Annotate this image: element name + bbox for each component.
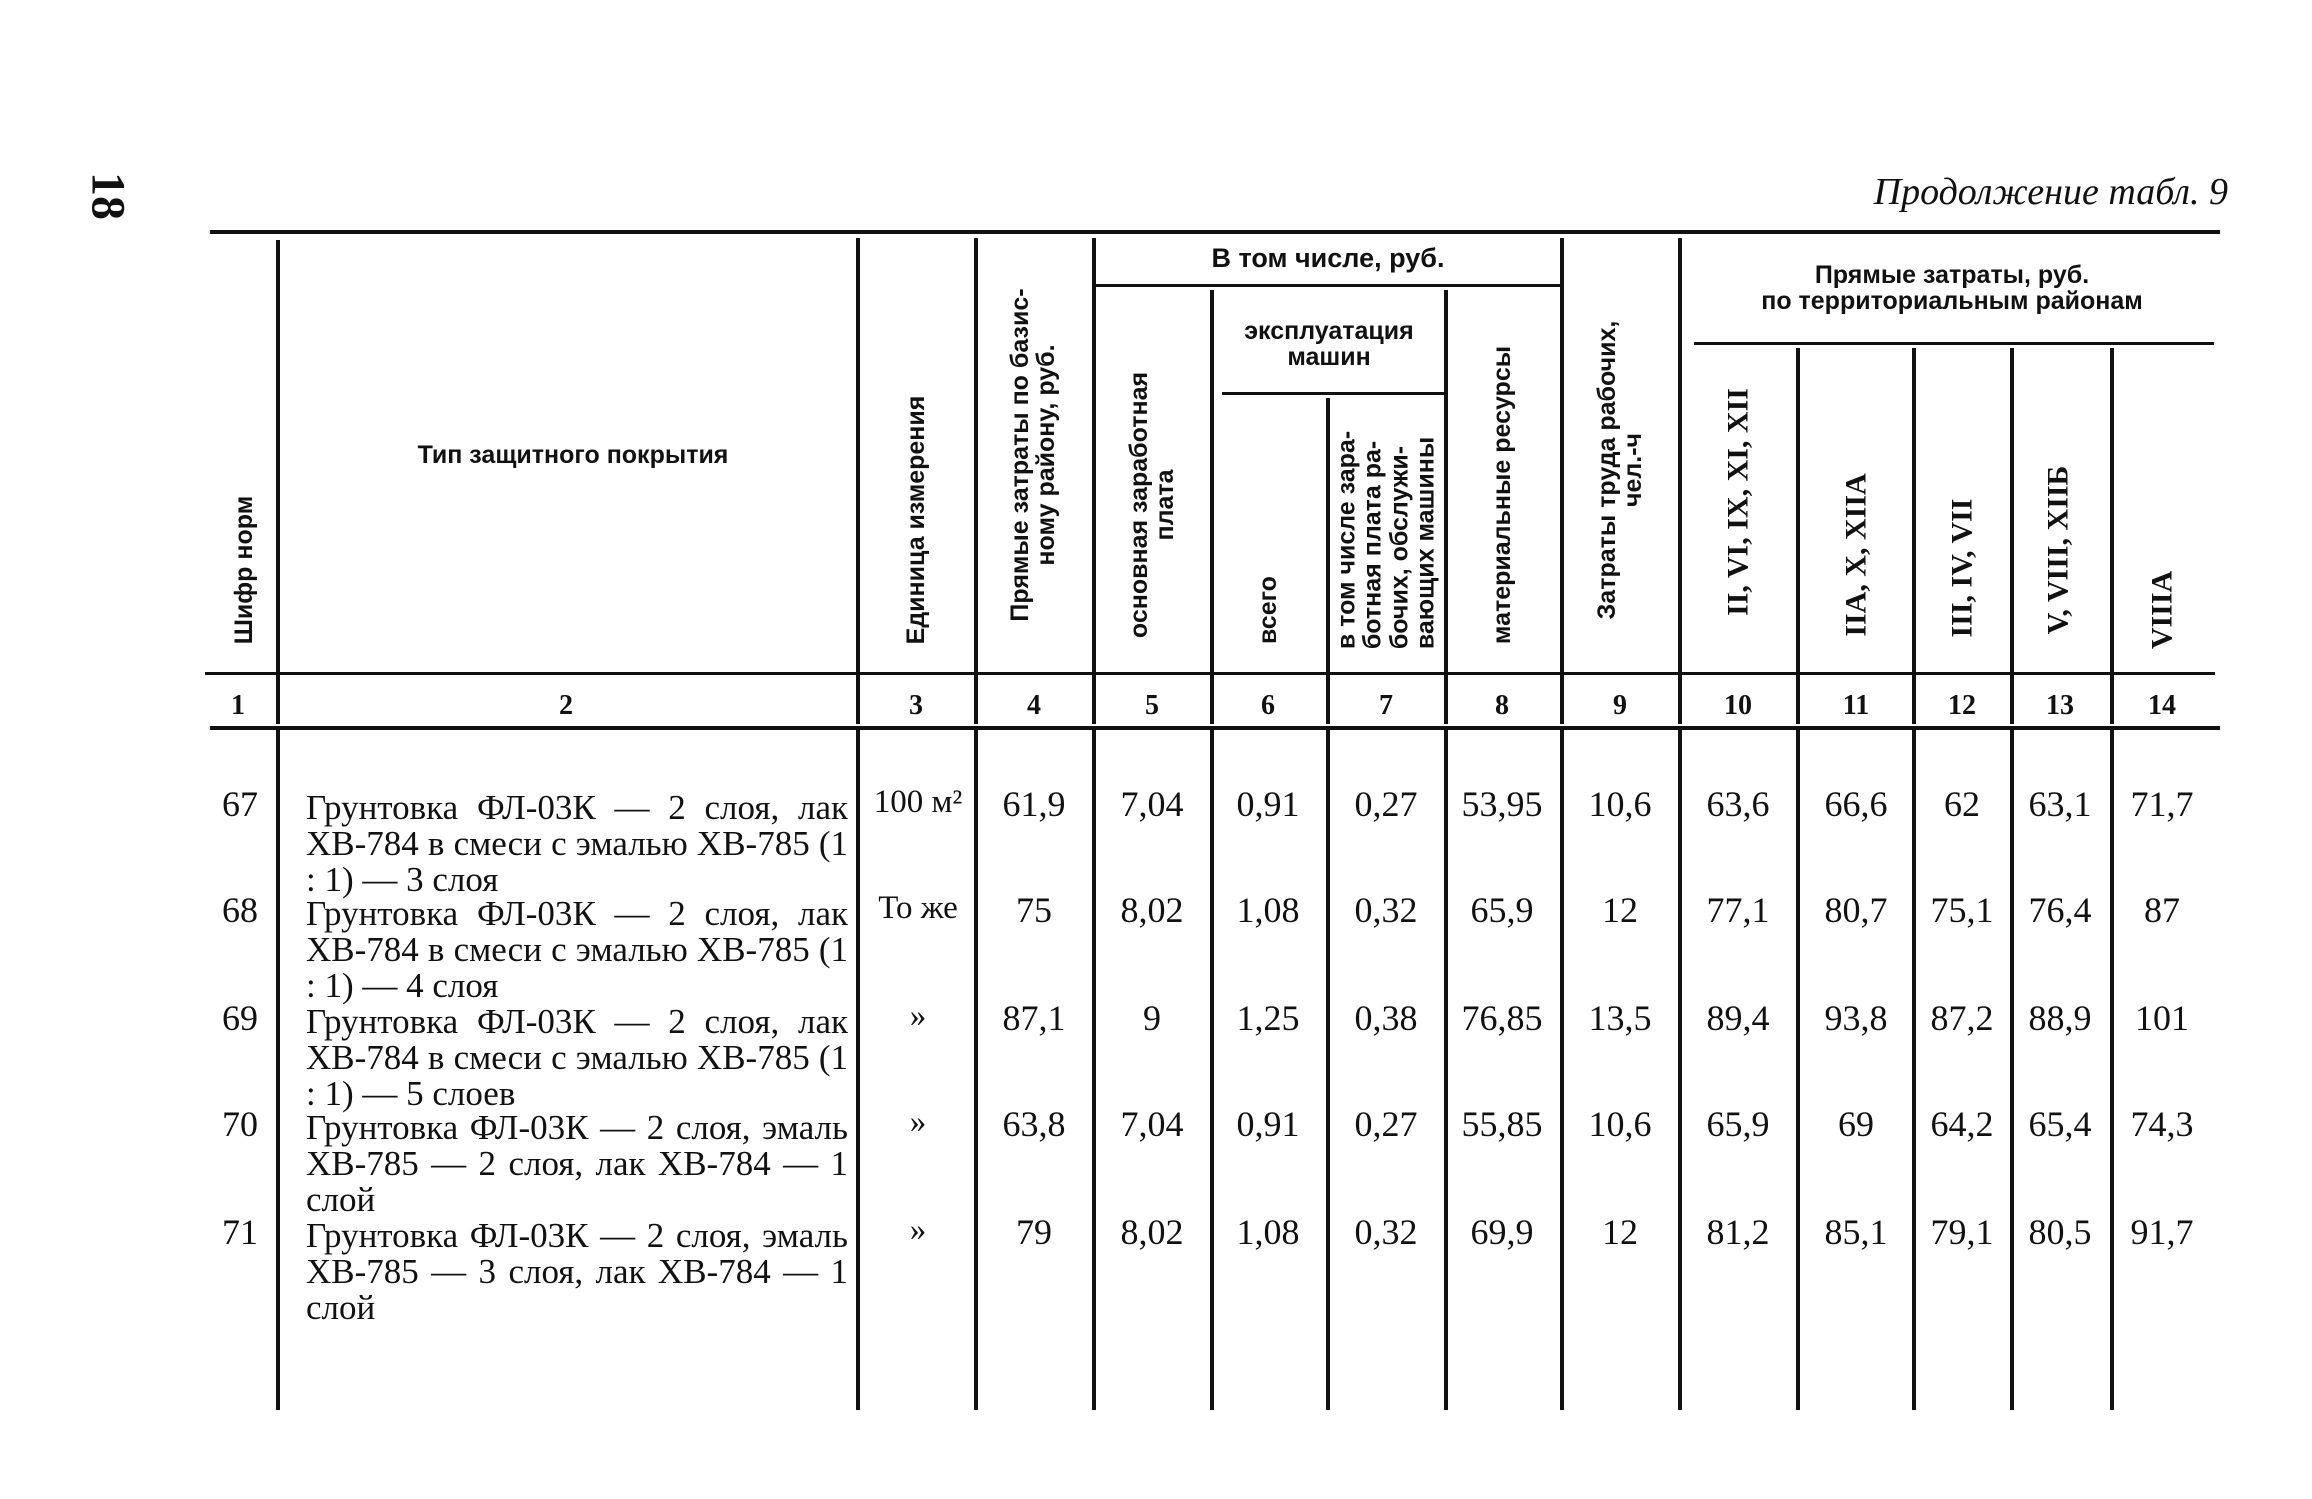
column-number: 1 (231, 690, 245, 721)
labor-cell: 12 (1602, 1212, 1638, 1252)
machines-total-cell: 0,91 (1236, 784, 1300, 824)
region-13-cell: 65,4 (2028, 1104, 2092, 1144)
region-12-cell: 79,1 (1930, 1212, 1994, 1252)
region-11-cell: 69 (1838, 1104, 1874, 1144)
column-number: 4 (1027, 690, 1041, 721)
unit-cell: » (909, 1104, 927, 1140)
body-vline (856, 730, 860, 1410)
group-rule-in-total (1096, 284, 1560, 287)
region-12-cell: 87,2 (1930, 998, 1994, 1038)
machine-salary-cell: 0,38 (1354, 998, 1418, 1038)
header-region-14: VIIIA (2145, 570, 2179, 650)
column-number: 6 (1261, 690, 1275, 721)
coating-type-cell: Грунтовка ФЛ-03К — 2 слоя, лак ХВ-784 в смеси с эмалью ХВ-785 (1 : 1) — 5 слоев (306, 1002, 848, 1113)
norm-code-cell: 67 (222, 784, 258, 824)
labor-cell: 12 (1602, 890, 1638, 930)
machine-salary-cell: 0,32 (1354, 890, 1418, 930)
header-machines-total: всего (1253, 576, 1282, 644)
direct-cost-cell: 87,1 (1002, 998, 1066, 1038)
region-11-cell: 85,1 (1824, 1212, 1888, 1252)
labor-cell: 10,6 (1588, 1104, 1652, 1144)
body-vline (276, 730, 280, 1410)
region-10-cell: 81,2 (1706, 1212, 1770, 1252)
column-number: 2 (559, 690, 573, 721)
region-13-cell: 80,5 (2028, 1212, 2092, 1252)
machine-salary-cell: 0,27 (1354, 1104, 1418, 1144)
base-salary-cell: 7,04 (1120, 1104, 1184, 1144)
header-machines-group: эксплуатация машин (1244, 317, 1414, 372)
region-10-cell: 63,6 (1706, 784, 1770, 824)
header-vline (1092, 238, 1096, 724)
machine-salary-cell: 0,32 (1354, 1212, 1418, 1252)
machine-salary-cell: 0,27 (1354, 784, 1418, 824)
body-vline (1092, 730, 1096, 1410)
header-base-salary: основная заработная плата (1124, 371, 1179, 639)
direct-cost-cell: 79 (1016, 1212, 1052, 1252)
header-regions-group: Прямые затраты, руб. по территориальным районам (1761, 261, 2143, 316)
group-rule-regions (1694, 342, 2214, 345)
body-vline (1326, 730, 1330, 1410)
norm-code-cell: 70 (222, 1104, 258, 1144)
column-number: 3 (909, 690, 923, 721)
labor-cell: 10,6 (1588, 784, 1652, 824)
header-vline (2110, 348, 2114, 724)
unit-cell: 100 м² (873, 784, 963, 820)
header-machine-operator-salary: в том числе зара- ботная плата ра- бочих, обслужи- вающих машины (1332, 430, 1440, 650)
header-direct-costs-base: Прямые затраты по базис- ному району, руб. (1005, 288, 1060, 622)
machines-total-cell: 0,91 (1236, 1104, 1300, 1144)
header-region-12: III, IV, VII (1945, 498, 1979, 638)
body-vline (1560, 730, 1564, 1410)
materials-cell: 53,95 (1461, 784, 1543, 824)
header-labor-costs: Затраты труда рабочих, чел.-ч (1592, 320, 1647, 620)
materials-cell: 55,85 (1461, 1104, 1543, 1144)
unit-cell: » (909, 1212, 927, 1248)
materials-cell: 76,85 (1461, 998, 1543, 1038)
body-vline (2110, 730, 2114, 1410)
unit-cell: » (909, 998, 927, 1034)
direct-cost-cell: 63,8 (1002, 1104, 1066, 1144)
header-unit: Единица измерения (901, 395, 930, 645)
body-vline (1678, 730, 1682, 1410)
header-vline (974, 238, 978, 724)
header-vline (1912, 348, 1916, 724)
machines-total-cell: 1,08 (1236, 890, 1300, 930)
region-10-cell: 89,4 (1706, 998, 1770, 1038)
region-13-cell: 63,1 (2028, 784, 2092, 824)
header-vline (1796, 348, 1800, 724)
header-region-10: II, VI, IX, XI, XII (1721, 388, 1755, 616)
materials-cell: 65,9 (1470, 890, 1534, 930)
header-region-11: IIA, X, XIIA (1839, 473, 1873, 637)
page-number: 18 (81, 172, 135, 220)
header-vline (1444, 290, 1448, 724)
header-material-resources: материальные ресурсы (1487, 345, 1516, 645)
table-caption: Продолжение табл. 9 (1873, 171, 2228, 213)
region-12-cell: 64,2 (1930, 1104, 1994, 1144)
direct-cost-cell: 61,9 (1002, 784, 1066, 824)
column-number: 7 (1379, 690, 1393, 721)
region-13-cell: 88,9 (2028, 998, 2092, 1038)
machines-total-cell: 1,25 (1236, 998, 1300, 1038)
coating-type-cell: Грунтовка ФЛ-03К — 2 слоя, эмаль ХВ-785 — 3 слоя, лак ХВ-784 — 1 слой (306, 1216, 848, 1327)
header-vline (2010, 348, 2014, 724)
top-rule (210, 230, 2220, 234)
body-vline (1796, 730, 1800, 1410)
unit-cell: То же (878, 890, 958, 926)
direct-cost-cell: 75 (1016, 890, 1052, 930)
group-rule-machines (1222, 392, 1444, 395)
header-vline (1560, 238, 1564, 724)
header-vline (856, 238, 860, 724)
column-number: 8 (1495, 690, 1509, 721)
header-region-13: V, VIII, XIIБ (2041, 465, 2075, 635)
header-in-total-group: В том числе, руб. (1211, 243, 1445, 273)
column-numbers-rule (210, 726, 2220, 730)
norm-code-cell: 69 (222, 998, 258, 1038)
header-coating-type: Тип защитного покрытия (417, 441, 729, 469)
body-vline (1912, 730, 1916, 1410)
column-number: 9 (1613, 690, 1627, 721)
labor-cell: 13,5 (1588, 998, 1652, 1038)
region-14-cell: 74,3 (2130, 1104, 2194, 1144)
region-13-cell: 76,4 (2028, 890, 2092, 930)
base-salary-cell: 8,02 (1120, 1212, 1184, 1252)
base-salary-cell: 7,04 (1120, 784, 1184, 824)
region-14-cell: 91,7 (2130, 1212, 2194, 1252)
header-vline (1326, 398, 1330, 724)
region-11-cell: 80,7 (1824, 890, 1888, 930)
column-number: 13 (2046, 690, 2074, 721)
machines-total-cell: 1,08 (1236, 1212, 1300, 1252)
region-10-cell: 65,9 (1706, 1104, 1770, 1144)
norm-code-cell: 68 (222, 890, 258, 930)
region-10-cell: 77,1 (1706, 890, 1770, 930)
column-number: 12 (1948, 690, 1976, 721)
coating-type-cell: Грунтовка ФЛ-03К — 2 слоя, лак ХВ-784 в смеси с эмалью ХВ-785 (1 : 1) — 4 слоя (306, 894, 848, 1005)
body-vline (974, 730, 978, 1410)
base-salary-cell: 8,02 (1120, 890, 1184, 930)
body-vline (1210, 730, 1214, 1410)
region-14-cell: 87 (2144, 890, 2180, 930)
column-number: 11 (1842, 690, 1870, 721)
header-vline (276, 240, 280, 724)
column-number: 10 (1724, 690, 1752, 721)
region-12-cell: 62 (1944, 784, 1980, 824)
column-number: 5 (1145, 690, 1159, 721)
coating-type-cell: Грунтовка ФЛ-03К — 2 слоя, лак ХВ-784 в смеси с эмалью ХВ-785 (1 : 1) — 3 слоя (306, 788, 848, 899)
region-11-cell: 66,6 (1824, 784, 1888, 824)
coating-type-cell: Грунтовка ФЛ-03К — 2 слоя, эмаль ХВ-785 — 2 слоя, лак ХВ-784 — 1 слой (306, 1108, 848, 1219)
region-14-cell: 71,7 (2130, 784, 2194, 824)
column-number: 14 (2148, 690, 2176, 721)
region-11-cell: 93,8 (1824, 998, 1888, 1038)
base-salary-cell: 9 (1143, 998, 1161, 1038)
body-vline (2010, 730, 2014, 1410)
norm-code-cell: 71 (222, 1212, 258, 1252)
body-vline (1444, 730, 1448, 1410)
materials-cell: 69,9 (1470, 1212, 1534, 1252)
region-12-cell: 75,1 (1930, 890, 1994, 930)
header-norm-code: Шифр норм (229, 495, 258, 645)
region-14-cell: 101 (2135, 998, 2189, 1038)
